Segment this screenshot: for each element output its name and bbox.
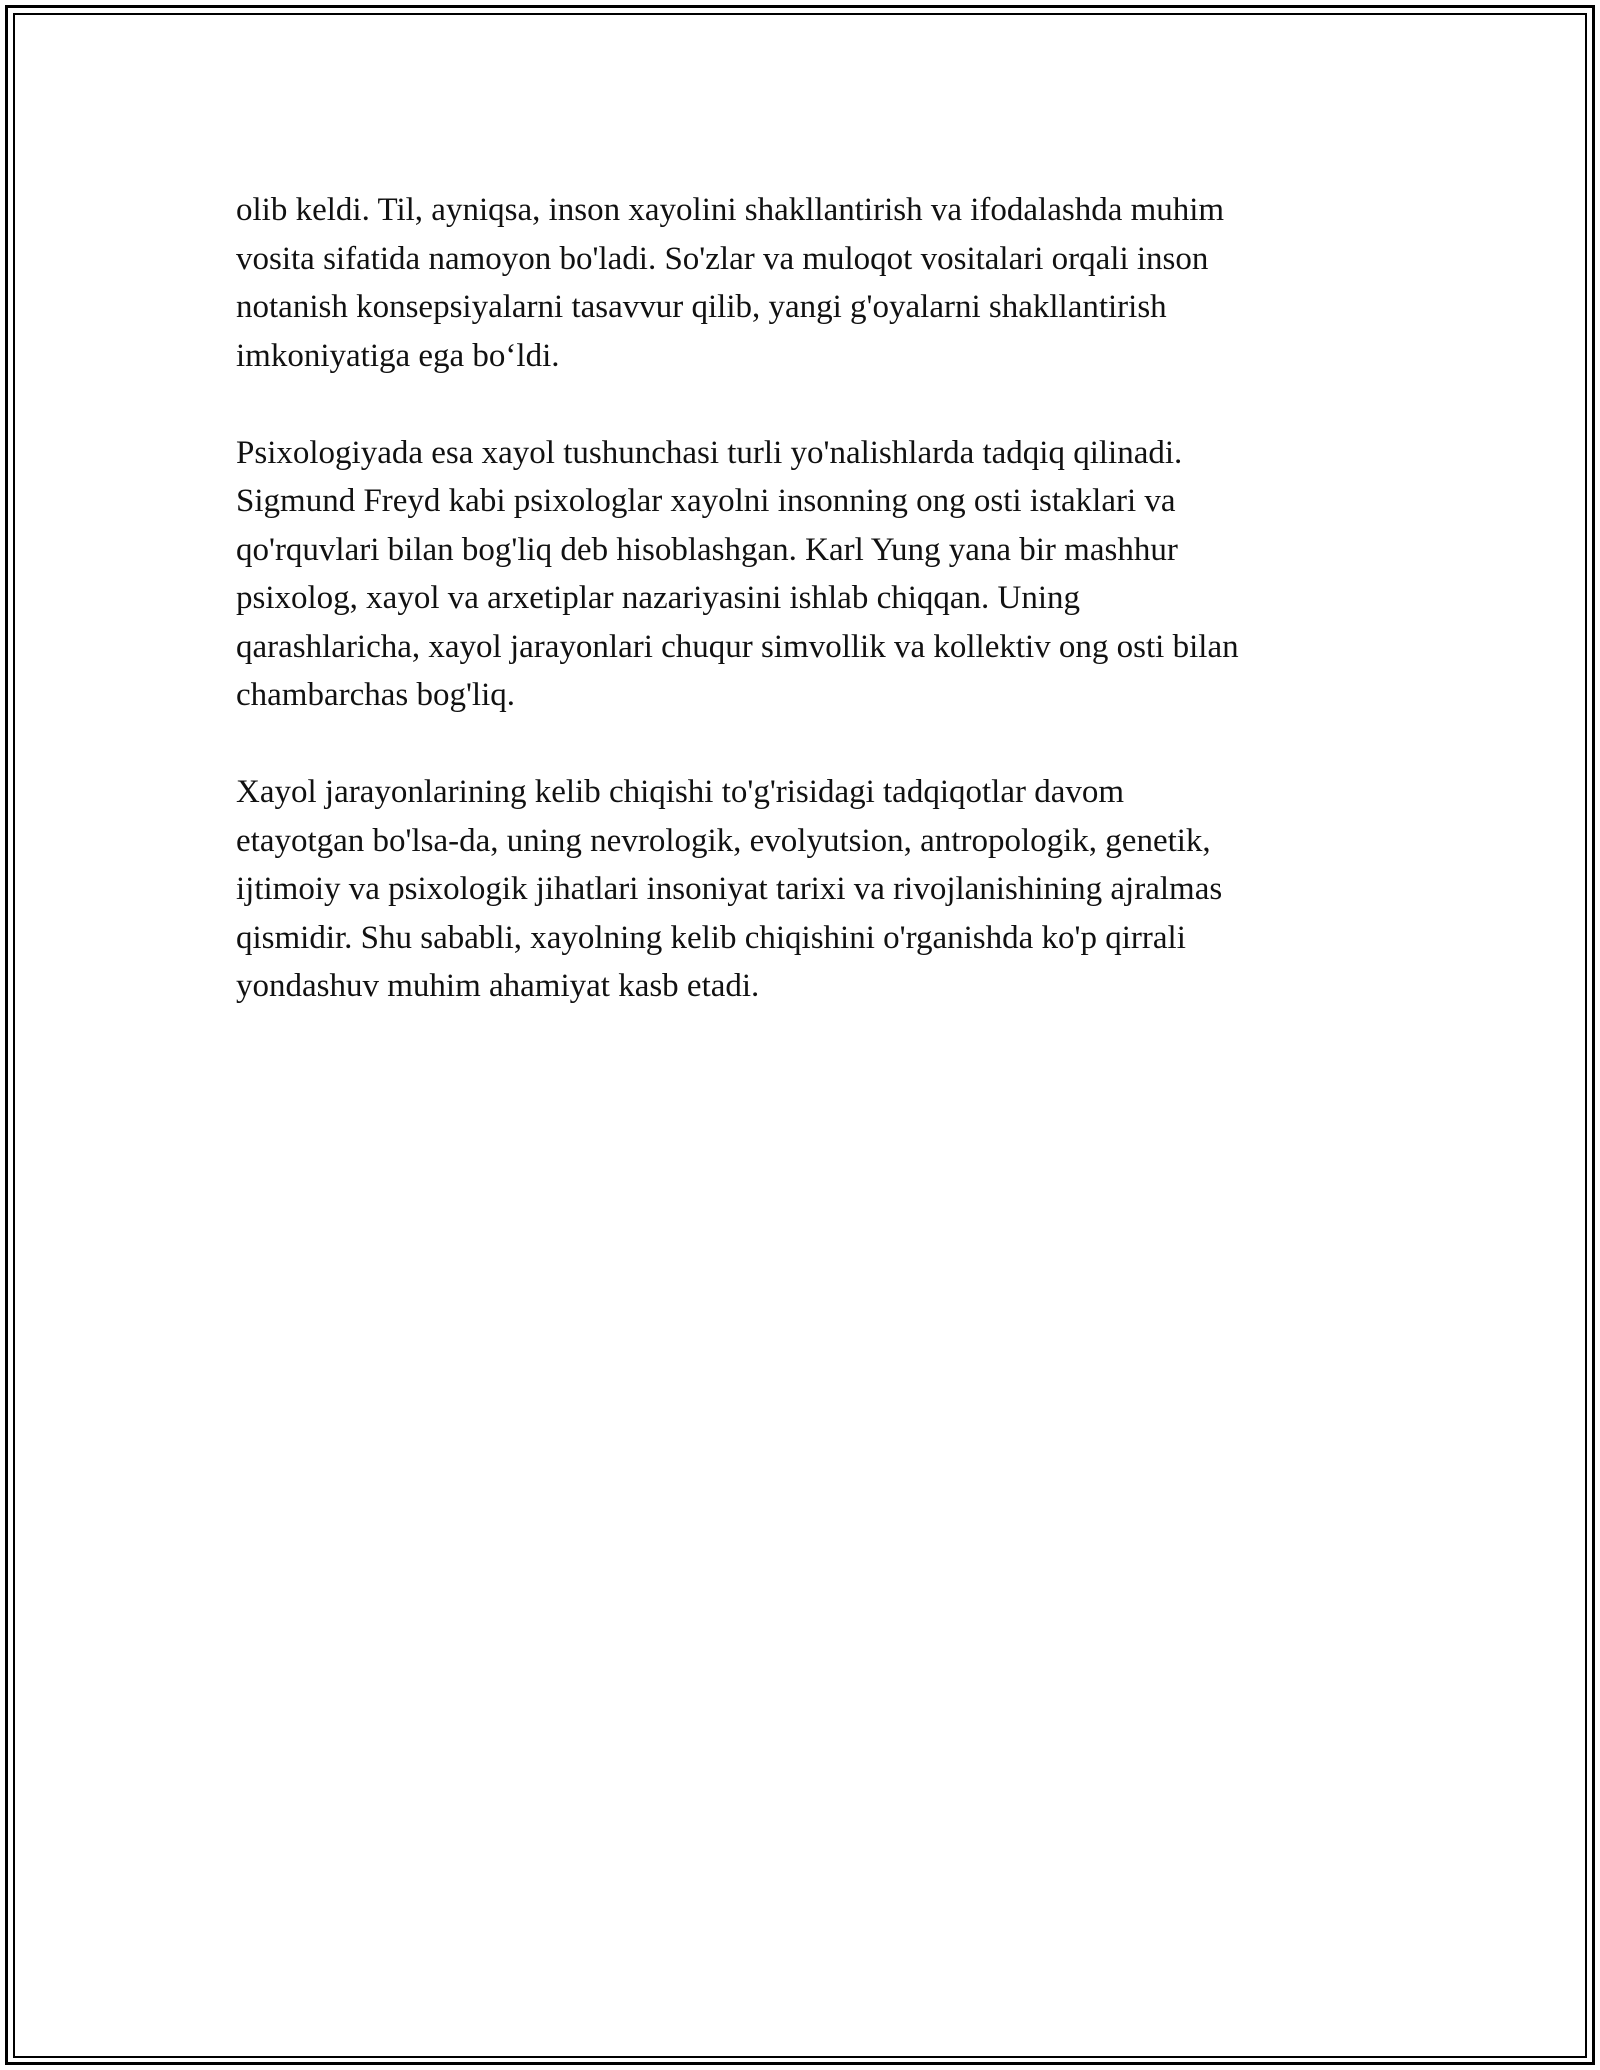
text-line: yondashuv muhim ahamiyat kasb etadi. <box>236 968 760 1004</box>
text-line: etayotgan bo'lsa-da, uning nevrologik, evolyutsion, antropologik, genetik, <box>236 822 1211 859</box>
text-line: notanish konsepsiyalarni tasavvur qilib, yangi g'oyalarni shakllantirish <box>236 289 1167 325</box>
document-body <box>236 186 1376 1059</box>
paragraph-language-imagination <box>236 186 1376 380</box>
text-line: qarashlaricha, xayol jarayonlari chuqur simvollik va kollektiv ong osti bilan <box>236 628 1239 665</box>
paragraph-psychology <box>236 429 1376 720</box>
text-line: qismidir. Shu sababli, xayolning kelib chiqishini o'rganishda ko'p qirrali <box>236 919 1186 956</box>
text-line: ijtimoiy va psixologik jihatlari insoniyat tarixi va rivojlanishining ajralmas <box>236 871 1223 907</box>
text-line: imkoniyatiga ega bo‘ldi. <box>236 337 560 374</box>
paragraph-conclusion <box>236 768 1376 1011</box>
text-line: olib keldi. Til, ayniqsa, inson xayolini shakllantirish va ifodalashda muhim <box>236 192 1225 228</box>
text-line: Sigmund Freyd kabi psixologlar xayolni insonning ong osti istaklari va <box>236 483 1176 519</box>
text-line: chambarchas bog'liq. <box>236 677 516 713</box>
text-line: vosita sifatida namoyon bo'ladi. So'zlar va muloqot vositalari orqali inson <box>236 240 1209 277</box>
text-line: Psixologiyada esa xayol tushunchasi turli yo'nalishlarda tadqiq qilinadi. <box>236 434 1183 471</box>
text-line: psixolog, xayol va arxetiplar nazariyasini ishlab chiqqan. Uning <box>236 580 1081 616</box>
text-line: qo'rquvlari bilan bog'liq deb hisoblashgan. Karl Yung yana bir mashhur <box>236 531 1178 568</box>
text-line: Xayol jarayonlarining kelib chiqishi to'g'risidagi tadqiqotlar davom <box>236 774 1125 810</box>
